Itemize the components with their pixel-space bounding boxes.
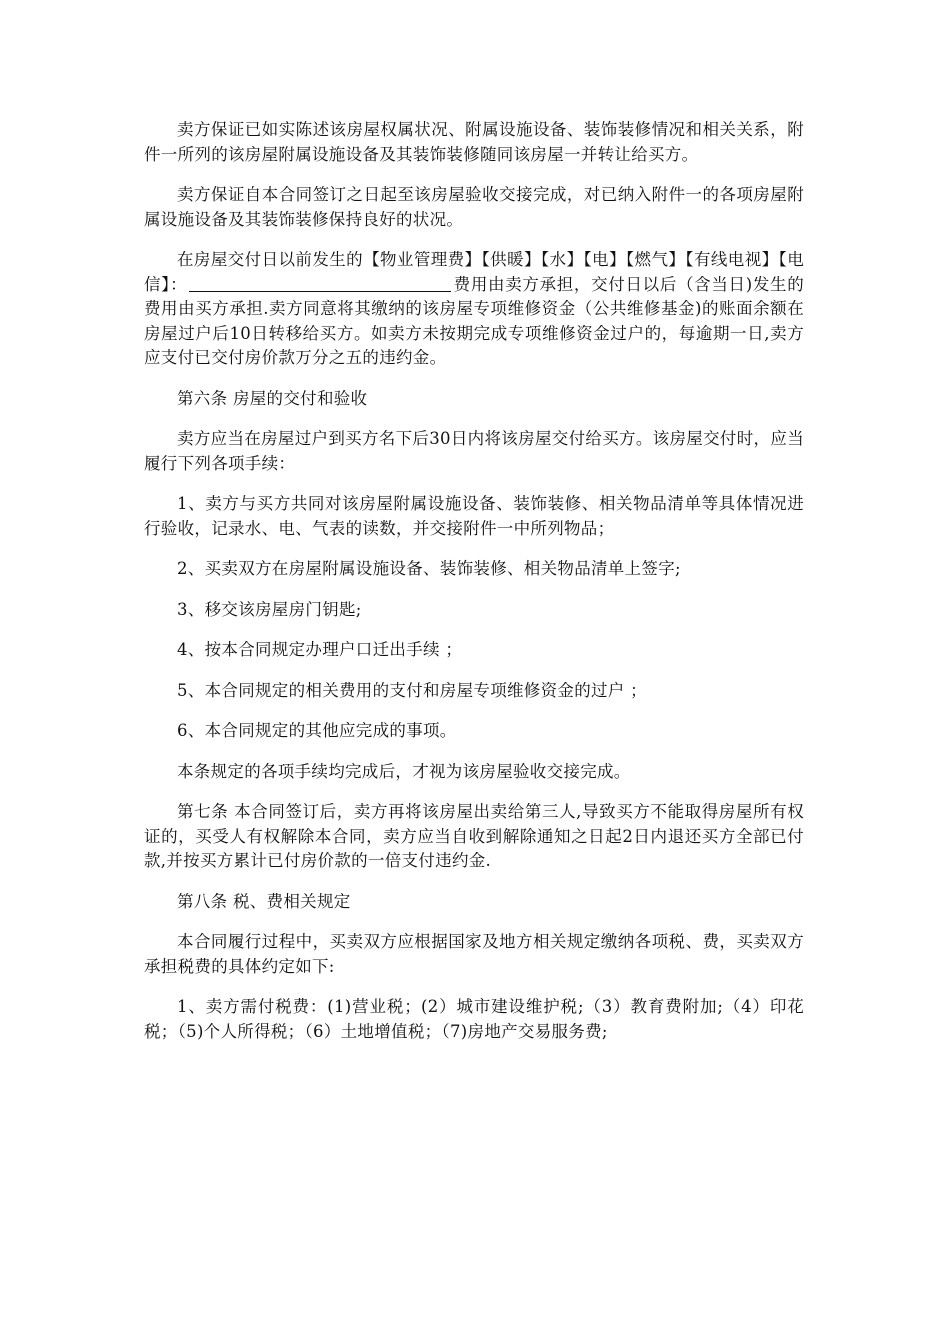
fees-before-blank: 在房屋交付日以前发生的【物业管理费】【供暖】【水】【电】【燃气】【有线电视】【电 信】： (144, 250, 804, 294)
article8-intro: 本合同履行过程中，买卖双方应根据国家及地方相关规定缴纳各项税、费，买卖双方承担税费的具体约定如下: (144, 932, 804, 976)
article8-item-1: 1、卖方需付税费：(1)营业税；(2）城市建设维护税;（3）教育费附加;（4）印花税；（5)个人所得税；（6）土地增值税；（7)房地产交易服务费; (144, 997, 804, 1041)
document-page (144, 118, 804, 1060)
article7-text: 第七条 本合同签订后，卖方再将该房屋出卖给第三人,导致买方不能取得房屋所有权证的，买受人有权解除本合同，卖方应当自收到解除通知之日起2日内退还买方全部已付款,并按买方累计已付房价款的一倍支付违约金. (144, 802, 804, 870)
fees-blank-field (189, 275, 451, 292)
article8-title: 第八条 税、费相关规定 (177, 891, 351, 911)
article6-intro: 卖方应当在房屋过户到买方名下后30日内将该房屋交付给买方。该房屋交付时，应当履行下列各项手续： (144, 429, 804, 473)
paragraph-fees (144, 248, 804, 371)
article6-item-5: 5、本合同规定的相关费用的支付和房屋专项维修资金的过户 ； (177, 680, 647, 700)
article6-item-3: 3、移交该房屋房门钥匙; (177, 599, 362, 619)
paragraph-seller-guarantee: 卖方保证已如实陈述该房屋权属状况、附属设施设备、装饰装修情况和相关关系，附件一所列的该房屋附属设施设备及其装饰装修随同该房屋一并转让给买方。 (144, 120, 804, 164)
article6-item-1: 1、卖方与买方共同对该房屋附属设施设备、装饰装修、相关物品清单等具体情况进行验收，记录水、电、气表的读数，并交接附件一中所列物品； (144, 494, 804, 538)
article6-item-2: 2、买卖双方在房屋附属设施设备、装饰装修、相关物品清单上签字; (177, 559, 681, 578)
article6-title: 第六条 房屋的交付和验收 (177, 388, 368, 408)
article6-item-4: 4、按本合同规定办理户口迁出手续 ； (177, 640, 463, 659)
paragraph-seller-maintenance: 卖方保证自本合同签订之日起至该房屋验收交接完成，对已纳入附件一的各项房屋附属设施设备及其装饰装修保持良好的状况。 (144, 185, 804, 229)
fees-after-blank: 费用由卖方承担，交付日以后（含当日)发生的费用由买方承担.卖方同意将其缴纳的该房屋专项维修资金（公共维修基金)的账面余额在房屋过户后10日转移给买方。如卖方未按期完成专项维修资金过户的，每逾期一日,卖方应支付已交付房价款万分之五的违约金。 (144, 274, 804, 367)
article6-item-6: 6、本合同规定的其他应完成的事项。 (177, 721, 457, 740)
article6-closing: 本条规定的各项手续均完成后，才视为该房屋验收交接完成。 (177, 761, 631, 781)
